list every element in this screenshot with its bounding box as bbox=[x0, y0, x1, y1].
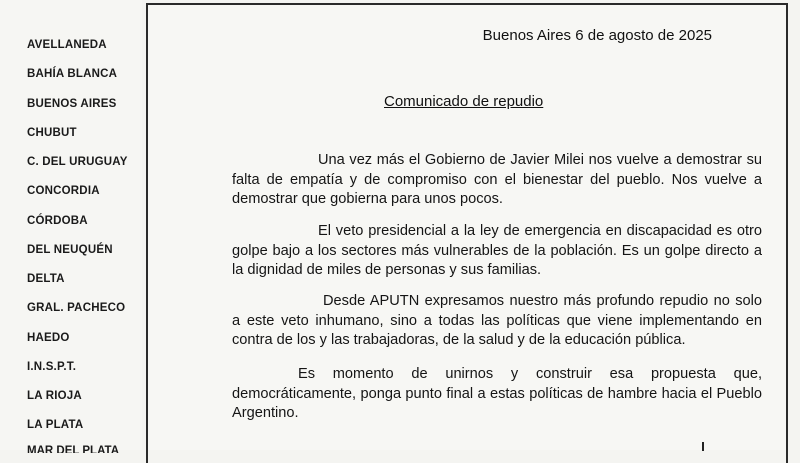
sidebar-item-la-rioja: LA RIOJA bbox=[27, 390, 82, 402]
sidebar-item-bahia-blanca: BAHÍA BLANCA bbox=[27, 68, 118, 80]
sidebar-item-buenos-aires: BUENOS AIRES bbox=[27, 98, 117, 110]
sidebar-item-delta: DELTA bbox=[27, 273, 65, 285]
sidebar-item-concordia: CONCORDIA bbox=[27, 185, 100, 197]
sidebar-item-c-del-uruguay: C. DEL URUGUAY bbox=[27, 156, 128, 168]
sidebar-item-la-plata: LA PLATA bbox=[27, 419, 84, 431]
sidebar-item-inspt: I.N.S.P.T. bbox=[27, 361, 77, 373]
sidebar-item-cut: MAR DEL PLATA bbox=[27, 445, 119, 453]
letter-date: Buenos Aires 6 de agosto de 2025 bbox=[482, 27, 712, 44]
sidebar-item-del-neuquen: DEL NEUQUÉN bbox=[27, 244, 113, 256]
sidebar-item-gral-pacheco: GRAL. PACHECO bbox=[27, 302, 126, 314]
sidebar-item-avellaneda: AVELLANEDA bbox=[27, 39, 107, 51]
letter-heading: Comunicado de repudio bbox=[384, 93, 544, 110]
sidebar-item-haedo: HAEDO bbox=[27, 332, 70, 344]
sidebar-item-chubut: CHUBUT bbox=[27, 127, 77, 139]
paragraph-2: El veto presidencial a la ley de emergencia en discapacidad es otro golpe bajo a los sectores más vulnerables de la población. Es un golpe directo a la dignidad de miles de personas y sus familias. bbox=[232, 223, 762, 278]
regional-sidebar bbox=[0, 0, 142, 453]
sidebar-item-cordoba: CÓRDOBA bbox=[27, 215, 88, 227]
paragraph-4: Es momento de unirnos y construir esa propuesta que, democráticamente, ponga punto final a estas políticas de hambre hacia el Pueblo Argentino. bbox=[232, 366, 762, 421]
letter-frame bbox=[146, 3, 788, 463]
paragraph-3: Desde APUTN expresamos nuestro más profundo repudio no solo a este veto inhumano, sino a todas las políticas que viene implementando en contra de los y las trabajadoras, de la salud y de la educación pública. bbox=[232, 293, 762, 348]
paragraph-1: Una vez más el Gobierno de Javier Milei nos vuelve a demostrar su falta de empatía y de compromiso con el bienestar del pueblo. Nos vuelve a demostrar que gobierna para unos pocos. bbox=[232, 152, 762, 207]
